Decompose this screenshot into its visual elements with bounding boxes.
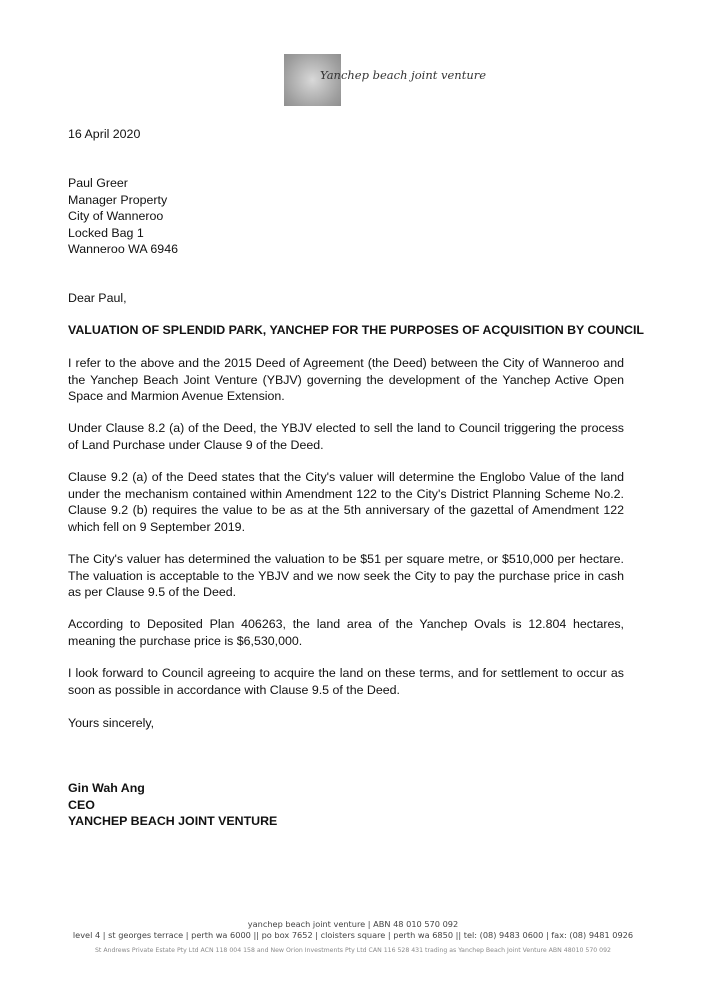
recipient-name: Paul Greer	[68, 176, 128, 190]
signatory-title: CEO	[68, 797, 95, 812]
footer-address-line: level 4 | st georges terrace | perth wa 6000 || po box 7652 | cloisters square | perth wa 6850 || tel: (08) 9483 0600 | fax: (08) 9481 0926	[72, 930, 634, 940]
body-paragraph-6: I look forward to Council agreeing to acquire the land on these terms, and for settlement to occur as soon as possible in accordance with Clause 9.5 of the Deed.	[68, 666, 624, 697]
recipient-title: Manager Property	[68, 192, 168, 207]
company-logo	[284, 54, 487, 106]
signatory-company: YANCHEP BEACH JOINT VENTURE	[68, 814, 278, 828]
closing: Yours sincerely,	[68, 716, 155, 730]
recipient-street: Locked Bag 1	[68, 225, 144, 240]
body-paragraph-3: Clause 9.2 (a) of the Deed states that the City's valuer will determine the Englobo Value of the land under the mechanism contained within Amendment 122 to the City's District Planning Scheme No.2. Clause 9.2 (b) requires the value to be as at the 5th anniversary of the gazettal of Amendment 122 which fell on 9 September 2019.	[68, 470, 624, 534]
footer-legal-line: St Andrews Private Estate Pty Ltd ACN 118 004 158 and New Orion Investments Pty Ltd CAN 116 528 431 trading as Yanchep Beach Joint Venture ABN 48010 570 092	[95, 947, 611, 954]
logo-text: Yanchep beach joint venture	[320, 68, 487, 82]
body-paragraph-4: The City's valuer has determined the valuation to be $51 per square metre, or $510,000 per hectare. The valuation is acceptable to the YBJV and we now seek the City to pay the purchase price in cash as per Clause 9.5 of the Deed.	[68, 552, 624, 599]
signature-block	[68, 780, 624, 830]
recipient-address	[68, 175, 624, 258]
body-paragraph-2: Under Clause 8.2 (a) of the Deed, the YBJV elected to sell the land to Council triggering the process of Land Purchase under Clause 9 of the Deed.	[68, 421, 624, 452]
recipient-city: Wanneroo WA 6946	[68, 242, 178, 256]
signatory-name: Gin Wah Ang	[68, 781, 145, 795]
footer-company-line: yanchep beach joint venture | ABN 48 010 570 092	[247, 919, 459, 929]
subject-line: VALUATION OF SPLENDID PARK, YANCHEP FOR THE PURPOSES OF ACQUISITION BY COUNCIL	[68, 323, 644, 337]
letter-date: 16 April 2020	[68, 127, 141, 141]
body-paragraph-5: According to Deposited Plan 406263, the land area of the Yanchep Ovals is 12.804 hectares, meaning the purchase price is $6,530,000.	[68, 617, 624, 648]
salutation: Dear Paul,	[68, 291, 127, 305]
recipient-organisation: City of Wanneroo	[68, 209, 164, 223]
body-paragraph-1: I refer to the above and the 2015 Deed of Agreement (the Deed) between the City of Wanneroo and the Yanchep Beach Joint Venture (YBJV) governing the development of the Yanchep Active Open Space and Marmion Avenue Extension.	[68, 356, 624, 403]
